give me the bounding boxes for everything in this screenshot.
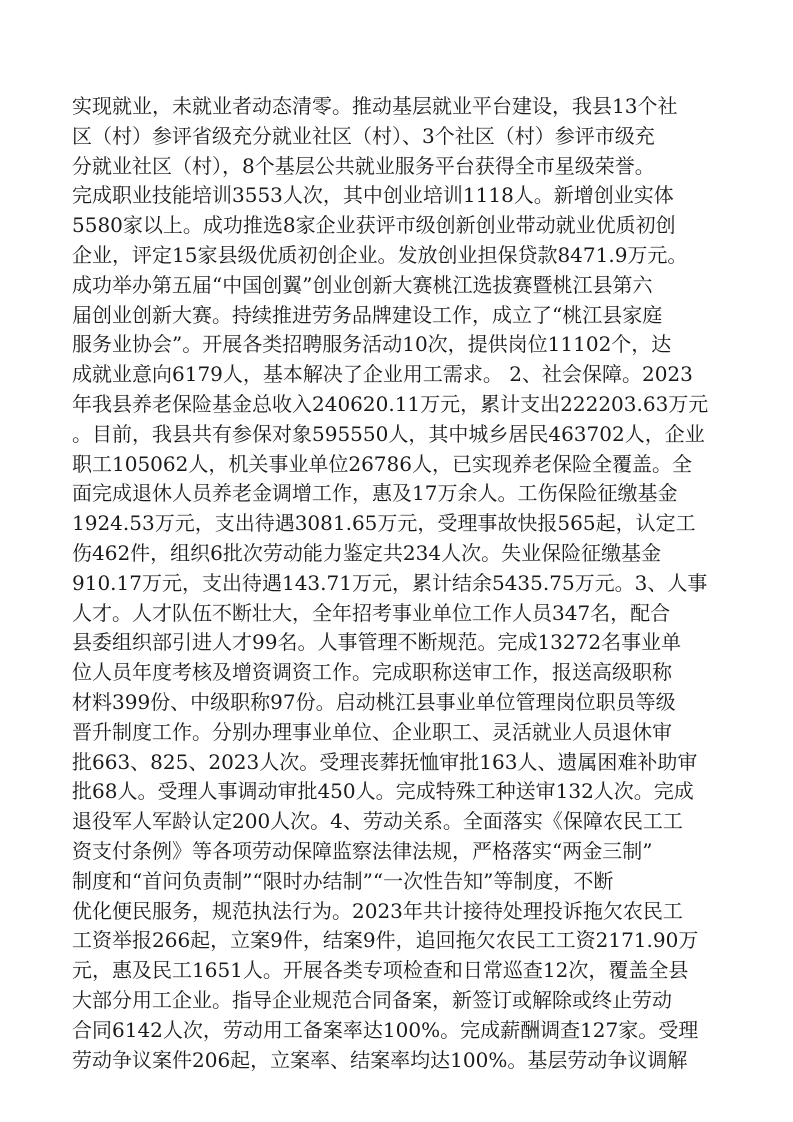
text-line: 批68人。受理人事调动审批450人。完成特殊工种送审132人次。完成 bbox=[72, 779, 694, 804]
text-line: 1924.53万元，支出待遇3081.65万元，受理事故快报565起，认定工 bbox=[72, 511, 696, 536]
text-line: 县委组织部引进人才99名。人事管理不断规范。完成13272名事业单 bbox=[72, 630, 682, 655]
text-line: 服务业协会”。开展各类招聘服务活动10次，提供岗位11102个，达 bbox=[72, 332, 672, 357]
text-line: 成就业意向6179人，基本解决了企业用工需求。 2、社会保障。2023 bbox=[72, 362, 693, 387]
text-line: 区（村）参评省级充分就业社区（村）、3个社区（村）参评市级充 bbox=[72, 123, 655, 148]
text-line: 成功举办第五届“中国创翼”创业创新大赛桃江选拔赛暨桃江县第六 bbox=[72, 272, 653, 297]
text-line: 元，惠及民工1651人。开展各类专项检查和日常巡查12次，覆盖全县 bbox=[72, 958, 689, 983]
text-line: 职工105062人，机关事业单位26786人，已实现养老保险全覆盖。全 bbox=[72, 451, 692, 476]
text-line: 资支付条例》等各项劳动保障监察法律法规，严格落实“两金三制” bbox=[72, 838, 653, 863]
text-line: 退役军人军龄认定200人次。4、劳动关系。全面落实《保障农民工工 bbox=[72, 809, 683, 834]
text-line: 面完成退休人员养老金调增工作，惠及17万余人。工伤保险征缴基金 bbox=[72, 481, 678, 506]
text-line: 910.17万元，支出待遇143.71万元，累计结余5435.75万元。3、人事 bbox=[72, 570, 708, 595]
text-line: 晋升制度工作。分别办理事业单位、企业职工、灵活就业人员退休审 bbox=[72, 719, 672, 744]
text-line: 伤462件，组织6批次劳动能力鉴定共234人次。失业保险征缴基金 bbox=[72, 540, 662, 565]
text-line: 年我县养老保险基金总收入240620.11万元，累计支出222203.63万元 bbox=[72, 391, 709, 416]
body-text bbox=[72, 92, 724, 1075]
text-line: 批663、825、2023人次。受理丧葬抚恤审批163人、遗属困难补助审 bbox=[72, 749, 698, 774]
text-line: 实现就业，未就业者动态清零。推动基层就业平台建设，我县13个社 bbox=[72, 94, 678, 118]
text-line: 位人员年度考核及增资调资工作。完成职称送审工作，报送高级职称 bbox=[72, 660, 672, 685]
text-line: 材料399份、中级职称97份。启动桃江县事业单位管理岗位职员等级 bbox=[72, 689, 676, 714]
text-line: 优化便民服务，规范执法行为。2023年共计接待处理投诉拖欠农民工 bbox=[72, 898, 683, 923]
text-line: 完成职业技能培训3553人次，其中创业培训1118人。新增创业实体 bbox=[72, 183, 674, 208]
text-line: 。目前，我县共有参保对象595550人，其中城乡居民463702人，企业 bbox=[72, 421, 705, 446]
text-line: 分就业社区（村），8个基层公共就业服务平台获得全市星级荣誉。 bbox=[72, 153, 655, 178]
text-line: 届创业创新大赛。持续推进劳务品牌建设工作，成立了“桃江县家庭 bbox=[72, 302, 663, 327]
text-line: 人才。人才队伍不断壮大，全年招考事业单位工作人员347名，配合 bbox=[72, 600, 671, 625]
text-line: 企业，评定15家县级优质初创企业。发放创业担保贷款8471.9万元。 bbox=[72, 242, 688, 267]
text-line: 工资举报266起，立案9件，结案9件，追回拖欠农民工工资2171.90万 bbox=[72, 928, 699, 953]
text-line: 制度和“首问负责制”“限时办结制”“一次性告知”等制度，不断 bbox=[72, 868, 614, 893]
text-line: 5580家以上。成功推选8家企业获评市级创新创业带动就业优质初创 bbox=[72, 213, 676, 238]
text-line: 劳动争议案件206起，立案率、结案率均达100%。基层劳动争议调解 bbox=[72, 1047, 688, 1072]
text-line: 合同6142人次，劳动用工备案率达100%。完成薪酬调查127家。受理 bbox=[72, 1017, 699, 1042]
text-line: 大部分用工企业。指导企业规范合同备案，新签订或解除或终止劳动 bbox=[72, 987, 672, 1012]
